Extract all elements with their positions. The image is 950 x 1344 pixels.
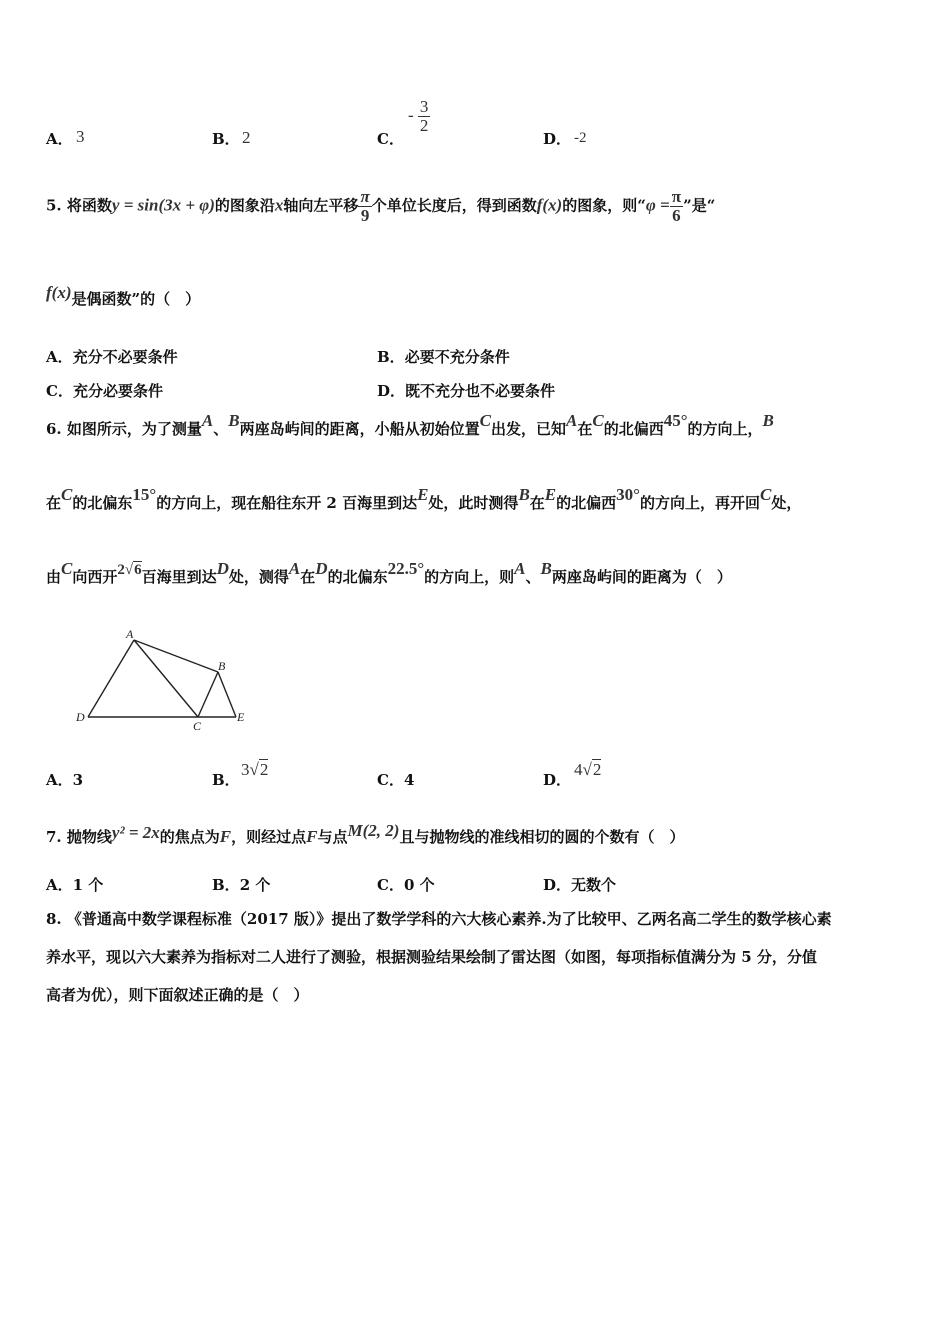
q5-phi-den: 6 [672,205,681,225]
q7-option-c: C．0 个 [377,876,435,894]
segment-be [218,672,236,717]
q5-text-4: 个单位长度后，得到函数 [371,196,537,215]
label-c: C [193,719,202,733]
q4-option-b-value: 2 [242,128,251,147]
label-a: A [126,627,134,641]
q5-function: y = sin(3x + φ) [111,195,215,215]
q7-number: 7. [46,828,62,846]
q5-text-6: ”是“ [683,196,716,215]
q4-option-a-value: 3 [76,127,85,146]
q5-phi-lhs: φ = [645,195,670,215]
q5-number: 5. [46,196,62,215]
q5-text-3: 轴向左平移 [283,196,359,215]
label-d: D [76,710,85,724]
q5-text-2: 的图象沿 [214,196,275,215]
q5-fx: f(x) [536,195,563,215]
q6-radical: 2√6 [117,562,142,578]
q4-option-a-letter: A． [46,130,73,148]
q6-stem-line3: 由C向西开2√6百海里到达D处，测得A在D的北偏东22.5°的方向上，则A、B两座岛屿间的距离为（ ） [46,559,732,586]
q5-text-7: 是偶函数”的（ ） [71,290,201,308]
q4-option-d-value: -2 [574,130,587,146]
q5-option-a: A．充分不必要条件 [46,348,178,366]
q8-stem-line3: 高者为优），则下面叙述正确的是（ ） [46,986,309,1004]
q4-option-c-num: 3 [419,97,429,116]
q4-option-b-letter: B． [212,130,240,148]
q5-option-b: B．必要不充分条件 [377,348,510,366]
q4-option-c-letter: C． [377,130,404,148]
q6-option-d-letter: D． [543,771,572,789]
q5-text-1: 将函数 [66,196,112,215]
q5-option-c: C．充分必要条件 [46,382,163,400]
q6-option-b-value: 3√2 [241,760,269,779]
label-b: B [218,659,226,673]
q5-phi-fraction [670,188,683,225]
q7-option-a: A．1 个 [46,876,104,894]
q5-stem-line1 [46,188,916,225]
q7-stem: 7. 抛物线y² = 2x的焦点为F，则经过点F与点M(2, 2)且与抛物线的准线相切的圆的个数有（ ） [46,821,685,846]
q6-stem-line1: 6. 如图所示，为了测量A、B两座岛屿间的距离，小船从初始位置C出发，已知A在C的北偏西45°的方向上，B [46,411,774,438]
q4-option-c-sign: - [408,105,414,125]
q4-option-c-value [408,98,430,135]
q8-stem-line1: 8. 《普通高中数学课程标准（2017 版）》提出了数学学科的六大核心素养.为了比较甲、乙两名高二学生的数学核心素 [46,910,832,928]
q4-option-c-den: 2 [419,115,429,135]
segment-bc [198,672,218,717]
q7-option-d: D．无数个 [543,876,617,894]
q6-figure [70,622,260,734]
q5-fx-2: f(x) [46,283,72,302]
q6-stem-line2: 在C的北偏东15°的方向上，现在船往东开 2 百海里到达E处，此时测得B在E的北偏西30°的方向上，再开回C处， [46,485,802,512]
q5-shift-num: π [360,187,370,206]
label-e: E [237,710,245,724]
q5-shift-den: 9 [360,205,370,225]
segment-ad [88,640,134,717]
q8-stem-line2: 养水平，现以六大素养为指标对二人进行了测验，根据测验结果绘制了雷达图（如图，每项指标值满分为 5 分，分值 [46,948,817,966]
q6-number: 6. [46,420,62,438]
q7-point-m: M(2, 2) [347,821,400,840]
q5-option-d: D．既不充分也不必要条件 [377,382,556,400]
q6-option-a: A．3 [46,771,84,789]
q4-option-d-letter: D． [543,130,572,148]
q7-equation: y² = 2x [111,823,160,842]
q5-shift-fraction [358,188,371,225]
q5-phi-num: π [671,187,682,206]
q6-option-b-letter: B． [212,771,240,789]
q7-option-b: B．2 个 [212,876,271,894]
q5-x-axis: x [274,195,284,215]
q6-option-d-value: 4√2 [574,760,602,779]
q5-text-5: 的图象，则“ [562,196,646,215]
q5-stem-line2 [46,283,916,309]
q6-option-c: C．4 [377,771,415,789]
q8-number: 8. [46,910,62,928]
